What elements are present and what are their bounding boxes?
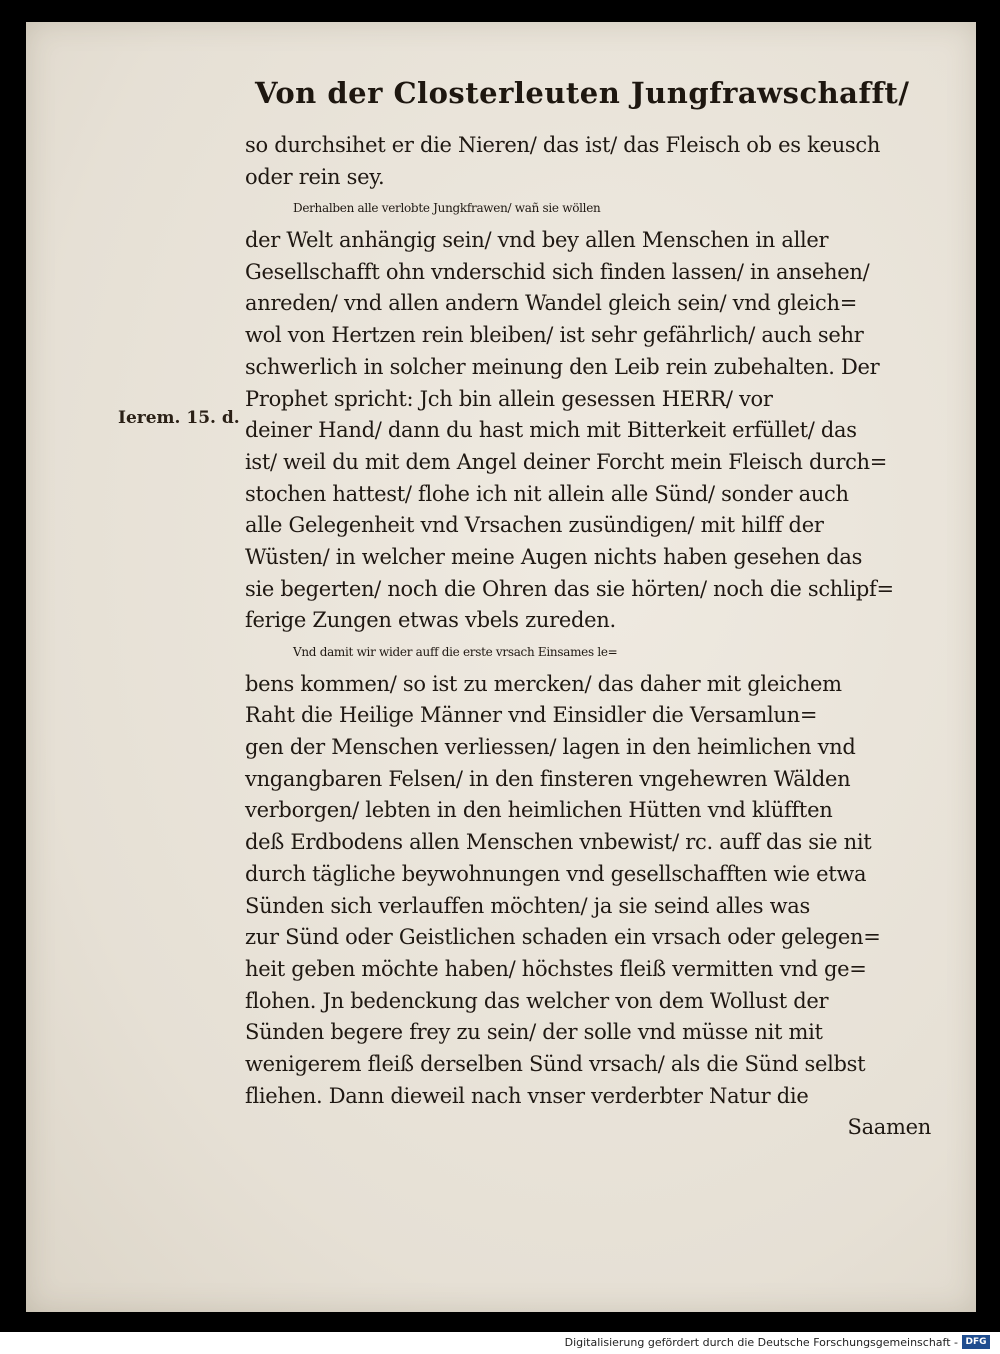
text-line: Sünden sich verlauffen möchten/ ja sie seind alles was [245,893,810,918]
text-line: wol von Hertzen rein bleiben/ ist sehr gefährlich/ auch sehr [245,323,864,348]
text-line: stochen hattest/ flohe ich nit allein alle Sünd/ sonder auch [245,481,849,506]
text-line: Gesellschafft ohn vnderschid sich finden lassen/ in ansehen/ [245,259,870,284]
text-line: ist/ weil du mit dem Angel deiner Forcht mein Fleisch durch= [245,449,888,474]
text-line: Derhalben alle verlobte Jungkfrawen/ wañ sie wöllen [293,201,601,216]
running-head: Von der Closterleuten Jungfrawschafft/ [255,76,910,110]
text-line: vngangbaren Felsen/ in den finsteren vngehewren Wälden [245,766,851,791]
text-line: Wüsten/ in welcher meine Augen nichts haben gesehen das [245,544,863,569]
text-line: deß Erdbodens allen Menschen vnbewist/ rc. auff das sie nit [245,830,872,855]
text-line: wenigerem fleiß derselben Sünd vrsach/ als die Sünd selbst [245,1051,866,1076]
footer-credit: Digitalisierung gefördert durch die Deutsche Forschungsgemeinschaft - [564,1336,958,1349]
body-text [245,130,935,1144]
text-line: deiner Hand/ dann du hast mich mit Bitterkeit erfüllet/ das [245,418,857,443]
text-line: ferige Zungen etwas vbels zureden. [245,608,616,633]
text-line: bens kommen/ so ist zu mercken/ das daher mit gleichem [245,671,842,696]
text-line: Sünden begere frey zu sein/ der solle vnd müsse nit mit [245,1020,823,1045]
text-line: flohen. Jn bedenckung das welcher von dem Wollust der [245,988,829,1013]
text-line: fliehen. Dann dieweil nach vnser verderbter Natur die [245,1083,809,1108]
text-line: oder rein sey. [245,164,385,189]
text-line: so durchsihet er die Nieren/ das ist/ das Fleisch ob es keusch [245,133,881,157]
dfg-logo-icon: DFG [962,1335,990,1349]
margin-note: Ierem. 15. d. [118,408,240,428]
text-line: sie begerten/ noch die Ohren das sie hörten/ noch die schlipf= [245,576,894,601]
text-line: gen der Menschen verliessen/ lagen in den heimlichen vnd [245,735,856,760]
text-line: anreden/ vnd allen andern Wandel gleich sein/ vnd gleich= [245,291,858,316]
text-line: durch tägliche beywohnungen vnd gesellschafften wie etwa [245,861,867,886]
text-line: Vnd damit wir wider auff die erste vrsach Einsames le= [293,645,618,659]
text-line: schwerlich in solcher meinung den Leib rein zubehalten. Der [245,354,880,379]
text-line: heit geben möchte haben/ höchstes fleiß vermitten vnd ge= [245,956,867,981]
text-line: Raht die Heilige Männer vnd Einsidler die Versamlun= [245,703,818,728]
text-line: alle Gelegenheit vnd Vrsachen zusündigen/ mit hilff der [245,513,824,538]
text-line: der Welt anhängig sein/ vnd bey allen Menschen in aller [245,228,829,253]
text-line: zur Sünd oder Geistlichen schaden ein vrsach oder gelegen= [245,925,881,950]
catchword: Saamen [847,1115,931,1140]
text-line: verborgen/ lebten in den heimlichen Hütten vnd klüfften [245,798,833,823]
text-line: Prophet spricht: Jch bin allein gesessen HERR/ vor [245,386,773,411]
